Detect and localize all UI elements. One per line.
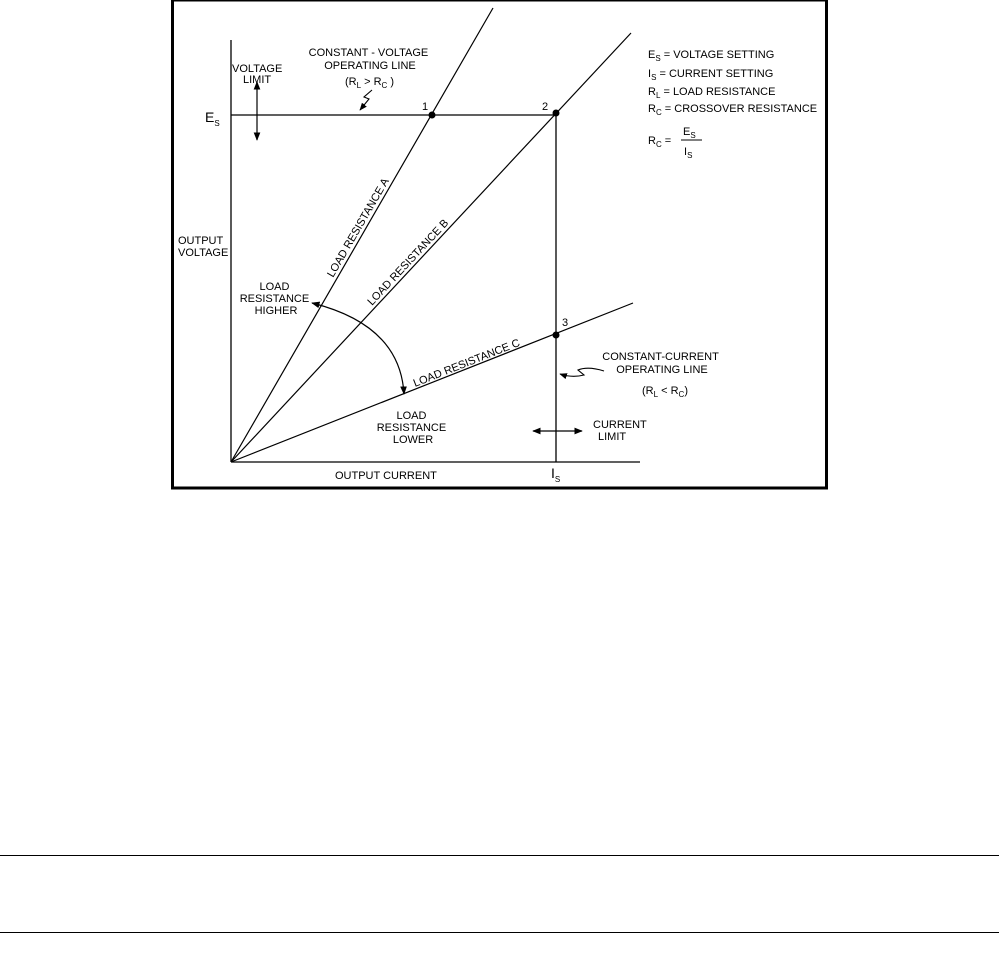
es-axis-label: $E_S$ [205,109,220,128]
cv-pointer-arrow [360,90,372,110]
load-line-b [231,33,631,462]
voltage-limit-label: VOLTAGE LIMIT [232,63,283,86]
legend-is: $I_S$ = CURRENT SETTING [648,68,774,82]
legend-rl: $R_L$ = LOAD RESISTANCE [648,86,776,100]
point-2-label: 2 [542,101,549,113]
load-resistance-b-label: LOAD RESISTANCE B [365,217,452,309]
page-rule-top [0,855,999,856]
legend [648,49,817,160]
point-2-dot [553,110,560,117]
legend-es: $E_S$ = VOLTAGE SETTING [648,49,775,63]
point-1-dot [429,112,436,119]
formula-den: $I_S$ [684,146,693,160]
cv-condition: ($R_L > R_C$ ) [345,76,395,90]
formula-num: $E_S$ [683,126,696,140]
output-current-label: OUTPUT CURRENT [335,470,437,482]
output-voltage-label: OUTPUT VOLTAGE [178,235,229,259]
resistance-higher-label: LOAD RESISTANCE HIGHER [239,281,310,317]
current-limit-label: CURRENT LIMIT [593,419,647,443]
load-resistance-a-label: LOAD RESISTANCE A [325,176,392,280]
point-3-label: 3 [562,317,569,329]
cc-condition: $(R_L < R_C)$ [642,385,688,399]
is-axis-label: $I_S$ [551,465,561,484]
point-3-dot [553,332,560,339]
load-resistance-c-label: LOAD RESISTANCE C [411,337,522,390]
formula-lhs: $R_C$ = [648,135,672,149]
page-rule-bottom [0,932,999,933]
resistance-arc-arrow [312,303,404,394]
cv-line-label: CONSTANT - VOLTAGE OPERATING LINE [308,47,429,72]
resistance-lower-label: LOAD RESISTANCE LOWER [376,410,447,446]
cc-pointer-arrow [560,368,604,376]
legend-rc: $R_C$ = CROSSOVER RESISTANCE [648,103,818,117]
point-1-label: 1 [422,101,429,113]
cc-line-label: CONSTANT-CURRENT OPERATING LINE [602,351,719,376]
